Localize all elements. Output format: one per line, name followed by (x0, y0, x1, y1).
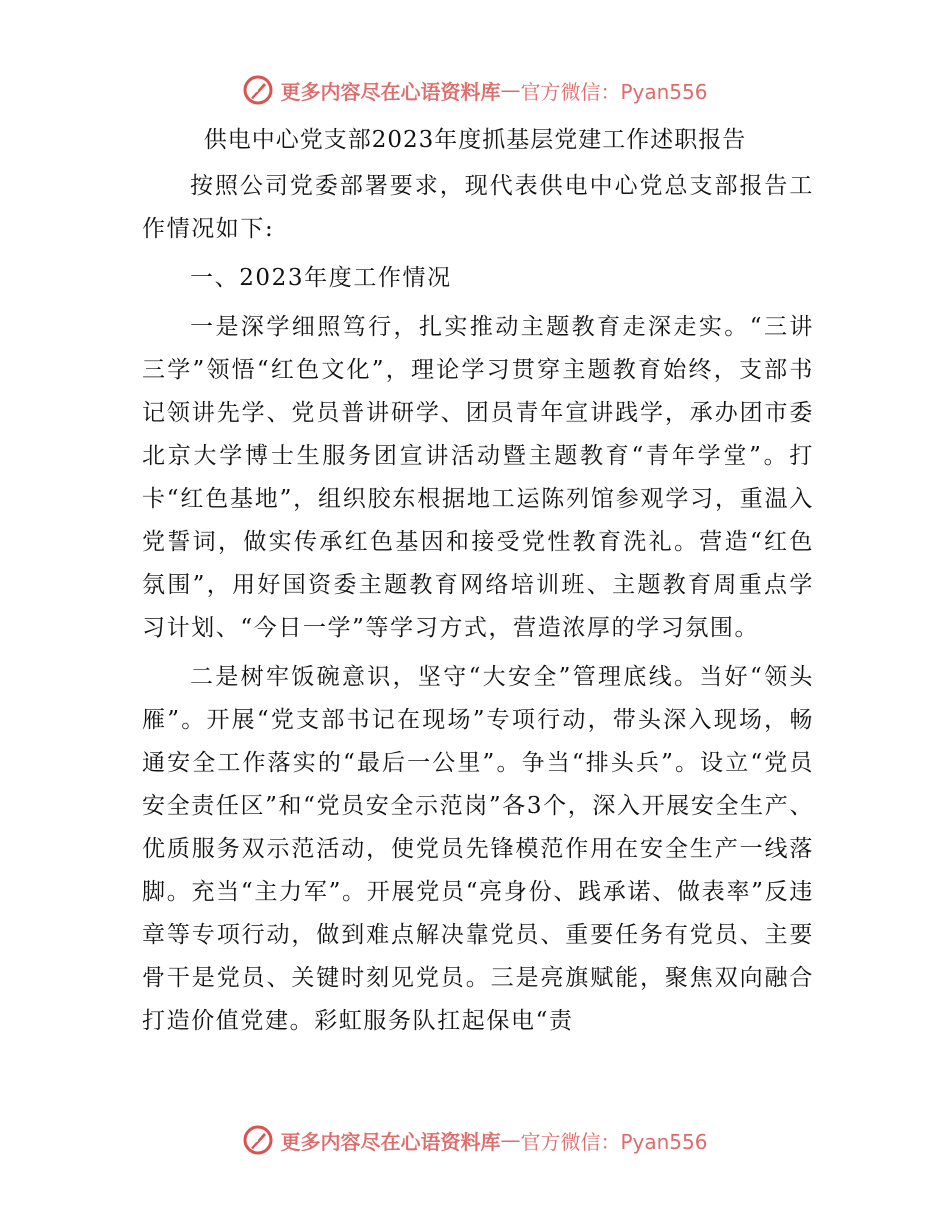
banner-separator: — (500, 78, 521, 102)
document-title: 供电中心党支部2023年度抓基层党建工作述职报告 (203, 127, 747, 153)
watermark-banner-top (0, 70, 950, 110)
banner-main-text: 更多内容尽在心语资料库 (280, 1129, 501, 1154)
banner-contact-text: 官方微信：Pyan556 (520, 1129, 708, 1154)
quill-logo-icon (242, 1124, 274, 1156)
document-body (142, 165, 814, 1049)
intro-paragraph: 按照公司党委部署要求，现代表供电中心党总支部报告工作情况如下: (142, 173, 814, 242)
watermark-banner-bottom (0, 1120, 950, 1160)
quill-logo-icon (242, 74, 274, 106)
paragraph-2: 二是树牢饭碗意识，坚守“大安全”管理底线。当好“领头雁”。开展“党支部书记在现场”专项行动，带头深入现场，畅通安全工作落实的“最后一公里”。争当“排头兵”。设立“党员安全责任区”和“党员安全示范岗”各3个，深入开展安全生产、优质服务双示范活动，使党员先锋模范作用在安全生产一线落脚。充当“主力军”。开展党员“亮身份、践承诺、做表率”反违章等专项行动，做到难点解决靠党员、重要任务有党员、主要骨干是党员、关键时刻见党员。三是亮旗赋能，聚焦双向融合打造价值党建。彩虹服务队扛起保电“责 (142, 664, 814, 1034)
paragraph-1: 一是深学细照笃行，扎实推动主题教育走深走实。“三讲三学”领悟“红色文化”，理论学习贯穿主题教育始终，支部书记领讲先学、党员普讲研学、团员青年宣讲践学，承办团市委北京大学博士生服务团宣讲活动暨主题教育“青年学堂”。打卡“红色基地”，组织胶东根据地工运陈列馆参观学习，重温入党誓词，做实传承红色基因和接受党性教育洗礼。营造“红色氛围”，用好国资委主题教育网络培训班、主题教育周重点学习计划、“今日一学”等学习方式，营造浓厚的学习氛围。 (142, 314, 814, 641)
banner-main-text: 更多内容尽在心语资料库 (280, 79, 501, 104)
banner-separator: — (500, 1128, 521, 1152)
section-heading: 一、2023年度工作情况 (190, 265, 452, 291)
banner-contact-text: 官方微信：Pyan556 (520, 79, 708, 104)
